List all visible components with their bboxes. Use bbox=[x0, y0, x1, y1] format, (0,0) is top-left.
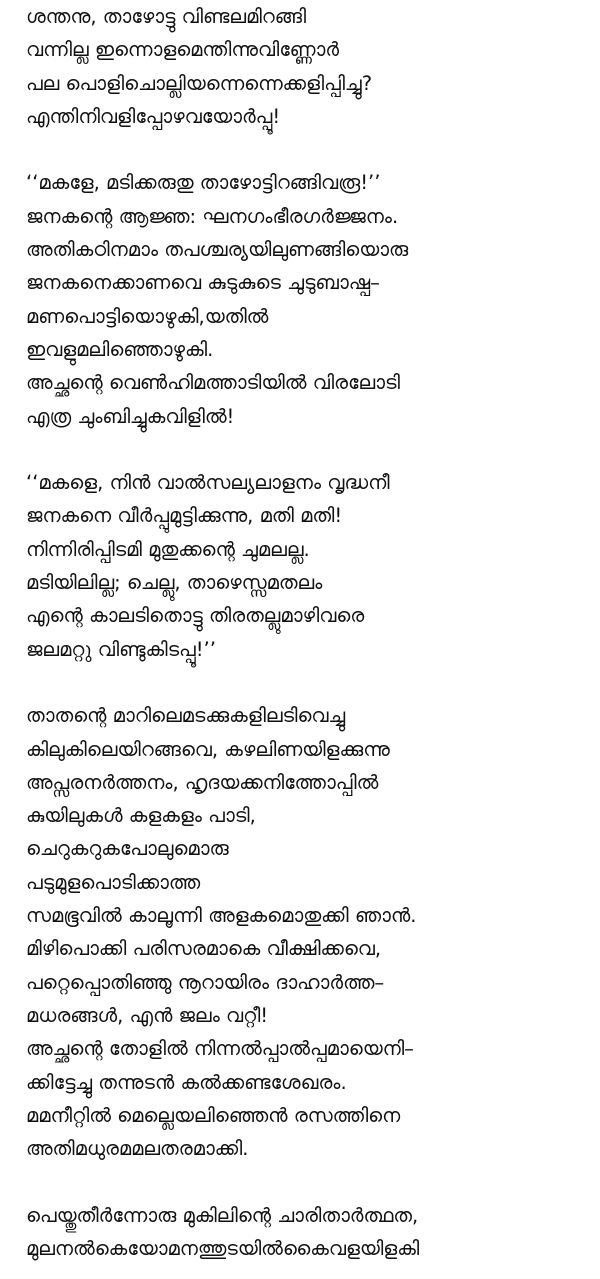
poem-line: മണപൊട്ടിയൊഴുകി,യതിൽ bbox=[26, 304, 269, 328]
stanza-5 bbox=[26, 1199, 590, 1266]
poem-line: പല പൊളിചൊല്ലിയന്നെന്നെക്കളിപ്പിച്ചു? bbox=[26, 71, 373, 95]
poem-page bbox=[26, 0, 590, 1265]
poem-line: ചെറുകറുകപോലുമൊരു bbox=[26, 837, 229, 861]
poem-line: വന്നില്ല ഇന്നൊളമെന്തിന്നുവിണ്ണോർ bbox=[26, 38, 340, 62]
poem-line: പറ്റെപ്പൊതിഞ്ഞു നൂറായിരം ദാഹാർത്ത– bbox=[26, 970, 385, 994]
poem-line: അച്ഛന്റെ വെൺഹിമത്താടിയിൽ വിരലോടി bbox=[26, 371, 400, 395]
poem-line: ജനകനെക്കാണവെ കുടുകുടെ ചുടുബാഷ്പ– bbox=[26, 271, 380, 295]
poem-line: മടിയിലില്ല; ചെല്ലു, താഴെസ്സമതലം bbox=[26, 571, 323, 595]
poem-line: ജലമറ്റു വിണ്ടുകിടപ്പൂ!’’ bbox=[26, 637, 216, 661]
poem-line: ഇവളുമലിഞ്ഞൊഴുകി. bbox=[26, 337, 214, 361]
poem-line: അതിമധുരമമലതരമാക്കി. bbox=[26, 1137, 249, 1161]
stanza-2 bbox=[26, 166, 590, 432]
poem-line: കിലുകിലെയിറങ്ങവെ, കഴലിണയിളക്കുന്നു bbox=[26, 737, 390, 761]
stanza-1 bbox=[26, 0, 590, 133]
poem-line: ക്കിട്ടേച്ചു തന്നുടൻ കൽക്കണ്ടശേഖരം. bbox=[26, 1070, 347, 1094]
poem-line: ജനകനെ വീർപ്പുമുട്ടിക്കുന്നു, മതി മതി! bbox=[26, 504, 343, 528]
poem-line: ‘‘മകളെ, നിൻ വാൽസല്യലാളനം വൃദ്ധനീ bbox=[26, 471, 390, 495]
stanza-3 bbox=[26, 466, 590, 666]
poem-line: നിന്നിരിപ്പിടമി മുതുക്കന്റെ ചുമലല്ല. bbox=[26, 537, 310, 561]
poem-line: ‘‘മകളേ, മടിക്കരുതു താഴോട്ടിറങ്ങിവരൂ!’’ bbox=[26, 171, 381, 195]
poem-line: എന്റെ കാലടിതൊട്ടു തിരതല്ലുമാഴിവരെ bbox=[26, 604, 365, 628]
poem-line: മുലനൽകെയോമനത്തുടയിൽകൈവളയിളകി bbox=[26, 1236, 420, 1260]
poem-line: സമഭൂവിൽ കാലൂന്നി അളകമൊതുക്കി ഞാൻ. bbox=[26, 904, 417, 928]
poem-line: അപ്സരനർത്തനം, ഹൃദയക്കനിത്തോപ്പിൽ bbox=[26, 770, 379, 794]
poem-line: താതന്റെ മാറിലെമടക്കുകളിലടിവെച്ചു bbox=[26, 704, 346, 728]
poem-line: എത്ര ചുംബിച്ചുകവിളിൽ! bbox=[26, 404, 235, 428]
poem-line: മമനീറ്റിൽ മെല്ലെയലിഞ്ഞെൻ രസത്തിനെ bbox=[26, 1103, 401, 1127]
poem-line: മധരങ്ങൾ, എൻ ജലം വറ്റീ! bbox=[26, 1003, 269, 1027]
poem-line: എന്തിനിവളിപ്പോഴവയോർപ്പൂ! bbox=[26, 104, 281, 128]
poem-line: പടുമുളപൊടിക്കാത്ത bbox=[26, 870, 201, 894]
poem-line: ജനകന്റെ ആജ്ഞ: ഘനഗംഭീരഗർജ്ജനം. bbox=[26, 204, 399, 228]
poem-line: കുയിലുകൾ കളകളം പാടി, bbox=[26, 804, 256, 828]
poem-line: അച്ഛന്റെ തോളിൽ നിന്നൽപ്പാൽപ്പമായെനി– bbox=[26, 1037, 414, 1061]
poem-line: മിഴിപൊക്കി പരിസരമാകെ വീക്ഷിക്കവെ, bbox=[26, 937, 382, 961]
stanza-4 bbox=[26, 699, 590, 1165]
poem-line: ശന്തനു, താഴോട്ടു വിണ്ടലമിറങ്ങി bbox=[26, 5, 307, 28]
poem-line: അതികഠിനമാം തപശ്ചര്യയിലുണങ്ങിയൊരു bbox=[26, 238, 409, 262]
poem-line: പെയ്തുതീർന്നോരു മുകിലിന്റെ ചാരിതാർത്ഥത, bbox=[26, 1203, 419, 1227]
